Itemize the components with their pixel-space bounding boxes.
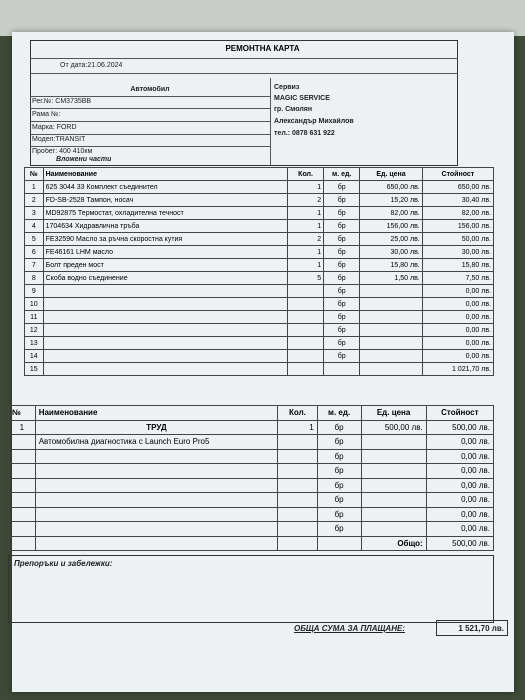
parts-row-total: 650,00 лв. <box>422 181 493 194</box>
parts-row <box>25 259 494 272</box>
parts-row-name: Болт преден мост <box>43 259 287 272</box>
parts-row-total: 0,00 лв. <box>422 337 493 350</box>
parts-row-total: 82,00 лв. <box>422 207 493 220</box>
labor-row-price <box>361 464 426 479</box>
labor-row-unit: бр <box>317 478 361 493</box>
vehicle-mileage: Пробег: 400 410км <box>32 148 93 155</box>
divider <box>30 73 458 74</box>
vehicle-reg: Рег.№: CM3735BB <box>32 98 92 105</box>
parts-row-name <box>43 324 287 337</box>
parts-row-name: FE46161 LHM масло <box>43 246 287 259</box>
parts-row-unit: бр <box>324 285 360 298</box>
parts-row <box>25 363 494 376</box>
parts-row-price <box>360 324 422 337</box>
background-top <box>0 0 525 36</box>
parts-row-name <box>43 311 287 324</box>
parts-row-no: 8 <box>25 272 44 285</box>
parts-row-qty: 5 <box>287 272 323 285</box>
labor-row-qty <box>278 435 318 450</box>
labor-row-qty: 1 <box>278 420 318 435</box>
labor-row-no <box>9 493 36 508</box>
parts-row-qty <box>287 298 323 311</box>
parts-row-no: 2 <box>25 194 44 207</box>
parts-row-name: MD92875 Термостат, охладителна течност <box>43 207 287 220</box>
labor-row-total: 0,00 лв. <box>426 493 493 508</box>
parts-row-qty <box>287 311 323 324</box>
labor-row-no: 1 <box>9 420 36 435</box>
vehicle-brand: Марка: FORD <box>32 124 77 131</box>
labor-row <box>9 522 494 537</box>
parts-row-qty <box>287 285 323 298</box>
labor-row-no <box>9 464 36 479</box>
parts-row <box>25 233 494 246</box>
parts-row-price: 82,00 лв. <box>360 207 422 220</box>
labor-row-no <box>9 435 36 450</box>
parts-row <box>25 246 494 259</box>
labor-row <box>9 493 494 508</box>
parts-row-qty <box>287 363 323 376</box>
parts-row-unit: бр <box>324 207 360 220</box>
parts-row-name: 625 3044 33 Комплект съединител <box>43 181 287 194</box>
col-header-qty: Кол. <box>278 406 318 421</box>
labor-row-unit: бр <box>317 464 361 479</box>
parts-row <box>25 350 494 363</box>
labor-sum-row <box>9 536 494 551</box>
parts-row <box>25 311 494 324</box>
parts-row-name: FE32590 Масло за ръчна скоростна кутия <box>43 233 287 246</box>
date-label: От дата:21.06.2024 <box>60 62 123 69</box>
labor-row-unit: бр <box>317 420 361 435</box>
divider <box>30 134 270 135</box>
parts-row-qty <box>287 337 323 350</box>
col-header-price: Ед. цена <box>360 168 422 181</box>
labor-row-unit: бр <box>317 522 361 537</box>
document-title: РЕМОНТНА КАРТА <box>225 44 300 53</box>
parts-row <box>25 194 494 207</box>
parts-table <box>24 167 494 376</box>
col-header-name: Наименование <box>35 406 278 421</box>
parts-row-name <box>43 285 287 298</box>
parts-row-total: 156,00 лв. <box>422 220 493 233</box>
parts-row-unit: бр <box>324 246 360 259</box>
parts-row-no: 3 <box>25 207 44 220</box>
parts-row-total: 0,00 лв. <box>422 298 493 311</box>
labor-row-unit: бр <box>317 493 361 508</box>
labor-row <box>9 420 494 435</box>
divider <box>30 58 458 59</box>
vehicle-frame: Рама №: <box>32 111 61 118</box>
parts-row-unit: бр <box>324 298 360 311</box>
divider <box>30 121 270 122</box>
parts-row-total: 0,00 лв. <box>422 285 493 298</box>
labor-row-price: 500,00 лв. <box>361 420 426 435</box>
parts-row-name: 1704634 Хидравлична тръба <box>43 220 287 233</box>
labor-row <box>9 478 494 493</box>
parts-row-price: 25,00 лв. <box>360 233 422 246</box>
parts-row-unit: бр <box>324 233 360 246</box>
parts-row <box>25 181 494 194</box>
parts-row <box>25 324 494 337</box>
parts-row-unit: бр <box>324 337 360 350</box>
col-header-total: Стойност <box>426 406 493 421</box>
labor-sum-value: 500,00 лв. <box>426 536 493 551</box>
parts-header-row <box>25 168 494 181</box>
parts-row-total: 0,00 лв. <box>422 324 493 337</box>
parts-row-no: 6 <box>25 246 44 259</box>
service-heading: Сервиз <box>274 84 300 91</box>
parts-row-name <box>43 298 287 311</box>
service-city: гр. Смолян <box>274 106 313 113</box>
parts-row-unit: бр <box>324 311 360 324</box>
labor-row-name: Автомобилна диагностика с Launch Euro Pro5 <box>35 435 278 450</box>
labor-row-name <box>35 493 278 508</box>
parts-row <box>25 207 494 220</box>
divider <box>30 96 270 97</box>
labor-row <box>9 449 494 464</box>
parts-row-name <box>43 337 287 350</box>
col-header-price: Ед. цена <box>361 406 426 421</box>
parts-row-unit: бр <box>324 181 360 194</box>
parts-row-price <box>360 311 422 324</box>
parts-row-name: Скоба водно съединение <box>43 272 287 285</box>
service-name: MAGIC SERVICE <box>274 95 330 102</box>
divider <box>30 146 270 147</box>
labor-row-no <box>9 522 36 537</box>
parts-row-qty: 2 <box>287 233 323 246</box>
labor-row-name: ТРУД <box>35 420 278 435</box>
service-person: Александър Михайлов <box>274 118 354 125</box>
labor-row-price <box>361 507 426 522</box>
labor-row-qty <box>278 449 318 464</box>
parts-row-price <box>360 285 422 298</box>
parts-row-qty <box>287 324 323 337</box>
labor-row-total: 0,00 лв. <box>426 449 493 464</box>
parts-row <box>25 220 494 233</box>
labor-row-unit: бр <box>317 449 361 464</box>
divider <box>30 108 270 109</box>
parts-row-price: 156,00 лв. <box>360 220 422 233</box>
labor-row-qty <box>278 478 318 493</box>
parts-row-name <box>43 363 287 376</box>
parts-row-no: 15 <box>25 363 44 376</box>
parts-row <box>25 298 494 311</box>
parts-row-qty: 1 <box>287 246 323 259</box>
col-header-unit: м. ед. <box>317 406 361 421</box>
labor-row-no <box>9 449 36 464</box>
col-header-no: № <box>25 168 44 181</box>
parts-row-qty: 1 <box>287 220 323 233</box>
labor-row-no <box>9 507 36 522</box>
parts-row-price <box>360 363 422 376</box>
parts-row-no: 13 <box>25 337 44 350</box>
grand-total-value: 1 521,70 лв. <box>458 624 504 633</box>
labor-row-no <box>9 478 36 493</box>
parts-row <box>25 337 494 350</box>
labor-row-price <box>361 522 426 537</box>
grand-total-label: ОБЩА СУМА ЗА ПЛАЩАНЕ: <box>294 624 405 633</box>
labor-row-unit: бр <box>317 435 361 450</box>
parts-row-no: 5 <box>25 233 44 246</box>
labor-row-qty <box>278 522 318 537</box>
col-header-unit: м. ед. <box>324 168 360 181</box>
parts-row-price: 650,00 лв. <box>360 181 422 194</box>
labor-row-name <box>35 464 278 479</box>
parts-row-no: 7 <box>25 259 44 272</box>
parts-row-total: 15,80 лв. <box>422 259 493 272</box>
notes-label: Препоръки и забележки: <box>14 559 113 568</box>
parts-row <box>25 285 494 298</box>
parts-row-qty: 1 <box>287 207 323 220</box>
labor-row-price <box>361 435 426 450</box>
labor-row <box>9 435 494 450</box>
parts-row-total: 50,00 лв. <box>422 233 493 246</box>
parts-row-unit: бр <box>324 272 360 285</box>
parts-row-total: 7,50 лв. <box>422 272 493 285</box>
labor-row-price <box>361 493 426 508</box>
labor-row-total: 0,00 лв. <box>426 464 493 479</box>
parts-row-no: 10 <box>25 298 44 311</box>
parts-row-total: 1 021,70 лв. <box>422 363 493 376</box>
col-header-qty: Кол. <box>287 168 323 181</box>
labor-row-qty <box>278 464 318 479</box>
parts-row-no: 14 <box>25 350 44 363</box>
parts-row-price: 15,80 лв. <box>360 259 422 272</box>
service-phone: тел.: 0878 631 922 <box>274 130 335 137</box>
parts-row-qty: 1 <box>287 181 323 194</box>
parts-row-price: 15,20 лв. <box>360 194 422 207</box>
col-header-no: № <box>9 406 36 421</box>
labor-row-qty <box>278 493 318 508</box>
parts-row-unit: бр <box>324 220 360 233</box>
parts-row-unit <box>324 363 360 376</box>
parts-row-qty: 2 <box>287 194 323 207</box>
parts-row-no: 11 <box>25 311 44 324</box>
parts-row-price <box>360 298 422 311</box>
parts-row-price <box>360 350 422 363</box>
parts-row-qty: 1 <box>287 259 323 272</box>
parts-section-label: Вложени части <box>56 156 112 163</box>
labor-row-total: 0,00 лв. <box>426 507 493 522</box>
parts-row-qty <box>287 350 323 363</box>
parts-row-total: 0,00 лв. <box>422 350 493 363</box>
labor-row-name <box>35 507 278 522</box>
labor-sum-label: Общо: <box>361 536 426 551</box>
parts-row <box>25 272 494 285</box>
col-header-name: Наименование <box>43 168 287 181</box>
labor-row-total: 0,00 лв. <box>426 478 493 493</box>
parts-row-no: 1 <box>25 181 44 194</box>
parts-row-price <box>360 337 422 350</box>
labor-row-unit: бр <box>317 507 361 522</box>
labor-table <box>8 405 494 551</box>
parts-row-no: 12 <box>25 324 44 337</box>
vehicle-heading: Автомобил <box>130 86 170 93</box>
divider <box>270 78 271 166</box>
parts-row-total: 30,00 лв. <box>422 246 493 259</box>
parts-row-name <box>43 350 287 363</box>
parts-row-unit: бр <box>324 350 360 363</box>
labor-row-qty <box>278 507 318 522</box>
vehicle-model: Модел:TRANSIT <box>32 136 86 143</box>
parts-row-no: 9 <box>25 285 44 298</box>
parts-row-unit: бр <box>324 194 360 207</box>
labor-row-total: 0,00 лв. <box>426 435 493 450</box>
parts-row-name: FD-SB-2528 Тампон, носач <box>43 194 287 207</box>
col-header-total: Стойност <box>422 168 493 181</box>
parts-row-price: 1,50 лв. <box>360 272 422 285</box>
parts-row-total: 30,40 лв. <box>422 194 493 207</box>
parts-row-price: 30,00 лв. <box>360 246 422 259</box>
parts-row-unit: бр <box>324 259 360 272</box>
parts-row-total: 0,00 лв. <box>422 311 493 324</box>
labor-row-total: 500,00 лв. <box>426 420 493 435</box>
labor-row-price <box>361 478 426 493</box>
labor-row-name <box>35 449 278 464</box>
parts-row-no: 4 <box>25 220 44 233</box>
labor-row-total: 0,00 лв. <box>426 522 493 537</box>
labor-row <box>9 464 494 479</box>
labor-row-name <box>35 478 278 493</box>
labor-row <box>9 507 494 522</box>
labor-row-price <box>361 449 426 464</box>
labor-header-row <box>9 406 494 421</box>
parts-row-unit: бр <box>324 324 360 337</box>
labor-row-name <box>35 522 278 537</box>
